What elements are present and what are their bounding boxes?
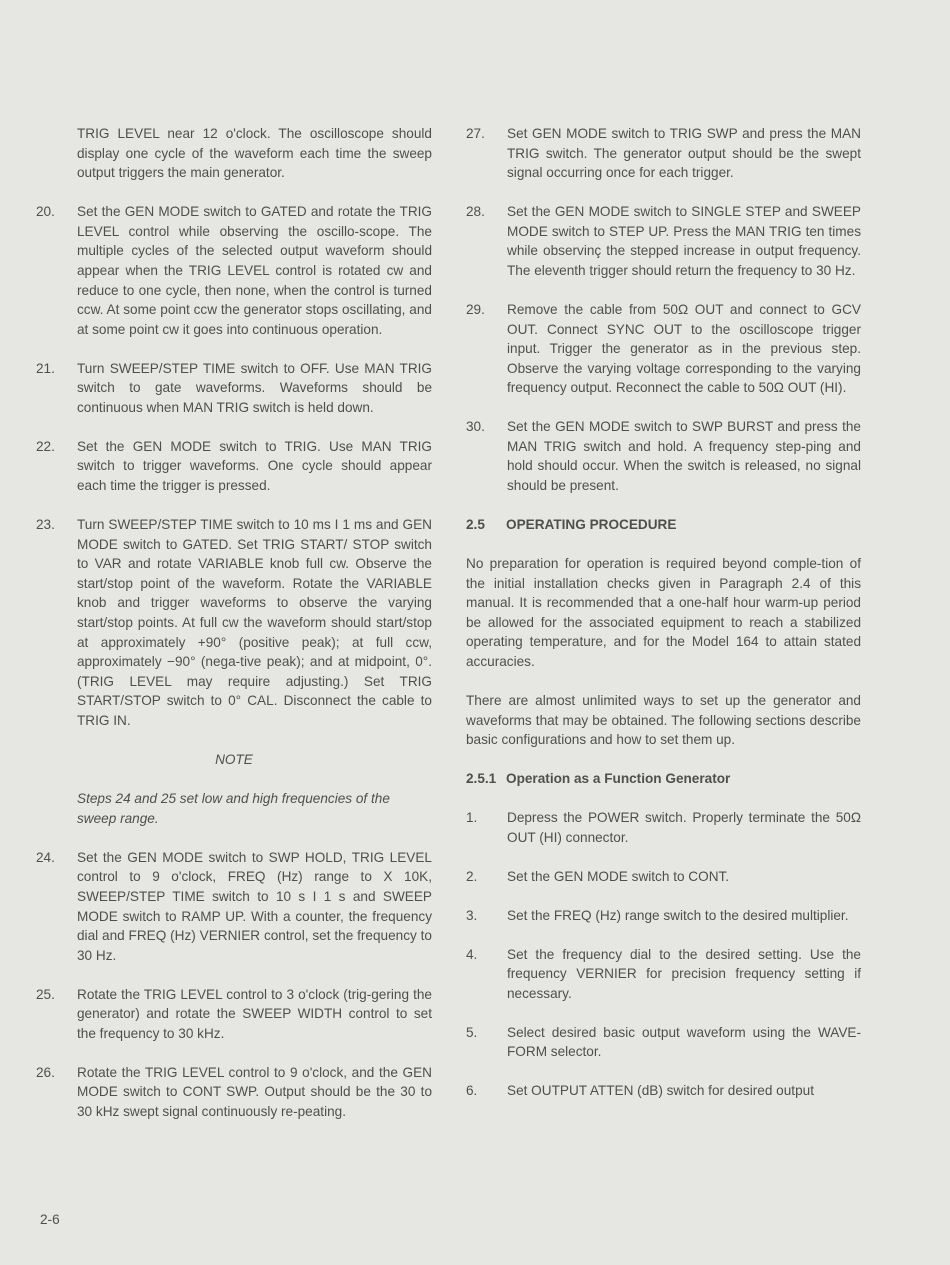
step-text: Set the GEN MODE switch to SWP HOLD, TRIG LEVEL control to 9 o'clock, FREQ (Hz) range to X 10K, SWEEP/STEP TIME switch to 10 s I 1 s and SWEEP MODE switch to RAMP UP. With a counter, the frequency dial and FREQ (Hz) VERNIER control, set the frequency to 30 Hz.: [77, 849, 432, 963]
step-text: Set OUTPUT ATTEN (dB) switch for desired output: [507, 1083, 814, 1099]
step-text: Set the GEN MODE switch to SINGLE STEP and SWEEP MODE switch to STEP UP. Press the MAN TRIG ten times while observinç the stepped increase in output frequency. The eleventh trigger should return the frequency to 30 Hz.: [507, 204, 861, 278]
note-text: Steps 24 and 25 set low and high frequencies of the sweep range.: [77, 791, 390, 826]
step-21: [36, 359, 432, 418]
step-text: Set the GEN MODE switch to CONT.: [507, 868, 730, 884]
step-number: 2.: [466, 868, 478, 884]
step-number: 25.: [36, 986, 55, 1002]
step-text: Set the FREQ (Hz) range switch to the desired multiplier.: [507, 907, 849, 923]
step-28: [466, 202, 861, 280]
subsection-title: Operation as a Function Generator: [506, 771, 731, 787]
step-26: [36, 1063, 432, 1122]
step-23: [36, 515, 432, 731]
step-text: Set the GEN MODE switch to TRIG. Use MAN TRIG switch to trigger waveforms. One cycle should appear each time the trigger is pressed.: [77, 438, 432, 494]
step-number: 23.: [36, 517, 55, 533]
step-number: 28.: [466, 204, 485, 220]
step-number: 21.: [36, 360, 55, 376]
step-text: Set the GEN MODE switch to GATED and rotate the TRIG LEVEL control while observing the oscillo-scope. The multiple cycles of the selected output waveform should appear when the TRIG LEVEL control is rotated cw and reduce to one cycle, then none, when the control is turned ccw. At some point ccw the generator stops oscillating, and at some point cw it goes into continuous operation.: [77, 204, 432, 337]
section-heading: [466, 515, 861, 535]
step-number: 26.: [36, 1064, 55, 1080]
step-22: [36, 437, 432, 496]
right-column: [466, 124, 861, 1120]
subsection-heading: [466, 769, 861, 789]
step-number: 1.: [466, 810, 478, 826]
step-text: Set GEN MODE switch to TRIG SWP and press the MAN TRIG switch. The generator output should be the swept signal occurring once for each trigger.: [507, 126, 861, 181]
step-24: [36, 848, 432, 966]
step-text: Rotate the TRIG LEVEL control to 9 o'clock, and the GEN MODE switch to CONT SWP. Output should be the 30 to 30 kHz swept signal continuously re-peating.: [77, 1064, 432, 1120]
paragraph: No preparation for operation is required beyond comple-tion of the initial installation checks given in Paragraph 2.4 of this manual. It is recommended that a one-half hour warm-up period be allowed for the associated equipment to reach a stabilized operating temperature, and for the Model 164 to attain stated accuracies.: [466, 556, 861, 670]
step-number: 27.: [466, 126, 485, 141]
continued-paragraph: TRIG LEVEL near 12 o'clock. The oscilloscope should display one cycle of the waveform each time the sweep output triggers the main generator.: [77, 126, 432, 181]
step-number: 22.: [36, 438, 55, 454]
section-title: OPERATING PROCEDURE: [506, 517, 677, 533]
func-step-5: [466, 1023, 861, 1062]
step-number: 30.: [466, 419, 485, 435]
step-27: [466, 124, 861, 183]
step-text: Turn SWEEP/STEP TIME switch to 10 ms I 1 ms and GEN MODE switch to GATED. Set TRIG START/ STOP switch to VAR and rotate VARIABLE knob full cw. Observe the start/stop point of the waveform. Rotate the VARIABLE knob and trigger waveforms to observe the varying start/stop points. At full cw the waveform should start/stop at approximately +90° (positive peak); at full ccw, approximately −90° (nega-tive peak); and at midpoint, 0°. (TRIG LEVEL may require adjusting.) Set TRIG START/STOP switch to 0° CAL. Disconnect the cable to TRIG IN.: [77, 517, 432, 728]
note-title: NOTE: [215, 751, 253, 767]
func-step-3: [466, 906, 861, 926]
step-text: Rotate the TRIG LEVEL control to 3 o'clock (trig-gering the generator) and rotate the SWEEP WIDTH control to set the frequency to 30 kHz.: [77, 986, 432, 1041]
step-text: Select desired basic output waveform using the WAVE-FORM selector.: [507, 1024, 861, 1060]
func-step-4: [466, 945, 861, 1004]
func-step-1: [466, 808, 861, 847]
step-30: [466, 417, 861, 495]
step-text: Set the frequency dial to the desired setting. Use the frequency VERNIER for precision frequency setting if necessary.: [507, 946, 861, 1001]
step-number: 3.: [466, 907, 478, 923]
section-number: 2.5: [466, 517, 485, 533]
func-step-6: [466, 1081, 861, 1101]
step-number: 20.: [36, 204, 55, 220]
step-number: 5.: [466, 1024, 478, 1040]
func-step-2: [466, 867, 861, 887]
step-number: 24.: [36, 849, 55, 865]
step-20: [36, 202, 432, 339]
step-number: 4.: [466, 946, 478, 962]
step-number: 6.: [466, 1083, 478, 1099]
subsection-number: 2.5.1: [466, 771, 497, 787]
step-29: [466, 300, 861, 398]
step-number: 29.: [466, 301, 485, 317]
step-text: Turn SWEEP/STEP TIME switch to OFF. Use MAN TRIG switch to gate waveforms. Waveforms should be continuous when MAN TRIG switch is held down.: [77, 360, 432, 415]
page-number: 2-6: [40, 1212, 60, 1227]
step-text: Remove the cable from 50Ω OUT and connect to GCV OUT. Connect SYNC OUT to the oscilloscope trigger input. Trigger the generator as in the previous step. Observe the varying voltage corresponding to the varying frequency output. Reconnect the cable to 50Ω OUT (HI).: [507, 301, 861, 396]
step-25: [36, 985, 432, 1044]
paragraph: There are almost unlimited ways to set up the generator and waveforms that may be obtained. The following sections describe basic configurations and how to set them up.: [466, 693, 861, 748]
left-column: [36, 124, 432, 1141]
step-text: Set the GEN MODE switch to SWP BURST and press the MAN TRIG switch and hold. A frequency step-ping and hold should occur. When the switch is released, no signal should be present.: [507, 419, 861, 494]
step-text: Depress the POWER switch. Properly terminate the 50Ω OUT (HI) connector.: [507, 810, 861, 845]
